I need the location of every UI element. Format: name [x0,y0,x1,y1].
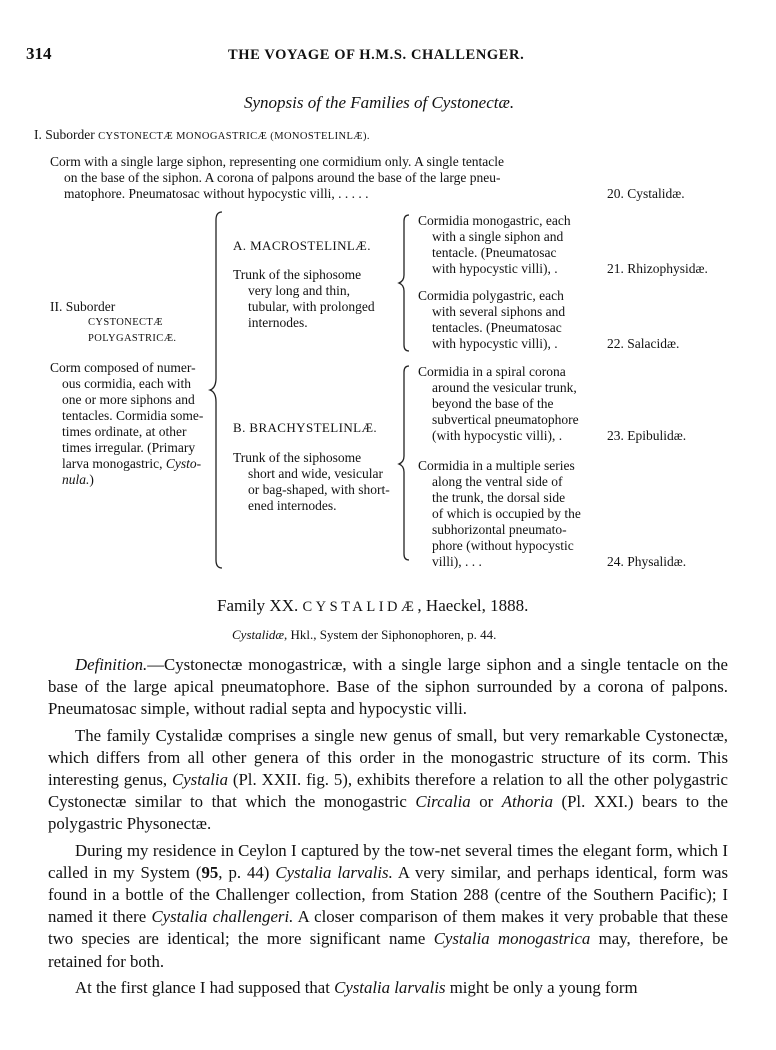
suborder-2-desc-line-7: larva monogastric, Cysto- [62,456,202,471]
family-24-line-2: along the ventral side of [432,474,563,489]
suborder-2-label-line-2: CYSTONECTÆ [88,317,163,328]
family-21-line-3: tentacle. (Pneumatosac [432,245,557,260]
family-23-line-5: (with hypocystic villi), . [432,428,563,443]
family-24-line-6: phore (without hypocystic [432,538,574,553]
family-24-line-7: villi), . . . [432,554,482,569]
tribe-a-desc-line-2: very long and thin, [248,283,350,298]
family-24: 24. Physalidæ. [607,554,687,569]
family-22-line-2: with several siphons and [432,304,566,319]
tribe-b-desc-line-3: or bag-shaped, with short- [248,482,390,497]
family-24-line-5: subhorizontal pneumato- [432,522,567,537]
family-20: 20. Cystalidæ. [607,186,685,201]
suborder-1-desc-line-2: on the base of the siphon. A corona of palpons around the base of the large pneu- [64,170,501,185]
suborder-2-desc-line-2: ous cormidia, each with [62,376,191,391]
paragraph-definition: Definition.—Cystonectæ monogastricæ, with a single large siphon and a single tentacle on the base of the large apical pneumatophore. Base of the siphon surrounded by a corona of palpons. Pneumatosac simple, without radial septa and hypocystic villi. [48,655,728,719]
tribe-a-desc-line-4: internodes. [248,315,308,330]
family-heading: Family XX. CYSTALIDÆ, Haeckel, 1888. [217,596,529,615]
tribe-b-desc-line-4: ened internodes. [248,498,337,513]
family-24-line-1: Cormidia in a multiple series [418,458,575,473]
tribe-a-name: A. MACROSTELINLÆ. [233,238,371,253]
family-24-line-4: of which is occupied by the [432,506,581,521]
tribe-b-brace [396,364,414,564]
family-22-line-3: tentacles. (Pneumatosac [432,320,562,335]
family-23: 23. Epibulidæ. [607,428,687,443]
family-21-line-4: with hypocystic villi), . [432,261,558,276]
tribe-a-brace [396,213,414,353]
family-22-line-1: Cormidia polygastric, each [418,288,564,303]
paragraph-4: At the first glance I had supposed that Cystalia larvalis might be only a young form [75,977,638,997]
family-22: 22. Salacidæ. [607,336,680,351]
suborder-2-desc-line-8: nula.) [62,472,94,487]
tribe-b-name: B. BRACHYSTELINLÆ. [233,420,378,435]
suborder-2-desc-line-3: one or more siphons and [62,392,195,407]
tribe-a-desc-line-1: Trunk of the siphosome [233,267,362,282]
suborder-2-brace [208,210,228,570]
synopsis-title: Synopsis of the Families of Cystonectæ. [244,93,515,112]
suborder-1-desc-line-1: Corm with a single large siphon, representing one cormidium only. A single tentacle [50,154,505,169]
family-21-line-2: with a single siphon and [432,229,564,244]
page-number: 314 [26,44,52,63]
suborder-2-label-line-3: POLYGASTRICÆ. [88,333,177,344]
suborder-2-desc-line-6: times irregular. (Primary [62,440,196,455]
family-21-line-1: Cormidia monogastric, each [418,213,571,228]
running-head: THE VOYAGE OF H.M.S. CHALLENGER. [228,47,525,63]
family-24-line-3: the trunk, the dorsal side [432,490,566,505]
family-23-line-3: beyond the base of the [432,396,554,411]
citation: Cystalidæ, Hkl., System der Siphonophoren, p. 44. [232,627,497,642]
family-23-line-1: Cormidia in a spiral corona [418,364,566,379]
tribe-b-desc-line-2: short and wide, vesicular [248,466,383,481]
paragraph-2: The family Cystalidæ comprises a single new genus of small, but very remarkable Cystonectæ, which differs from all other genera of this order in the monogastric structure of its corm. This interesting genus, Cystalia (Pl. XXII. fig. 5), exhibits therefore a relation to all the other polygastric Cystonectæ similar to that which the monogastric Circalia or Athoria (Pl. XXI.) bears to the polygastric Physonectæ. [48,725,728,834]
family-21: 21. Rhizophysidæ. [607,261,708,276]
tribe-b-desc-line-1: Trunk of the siphosome [233,450,362,465]
family-23-line-4: subvertical pneumatophore [432,412,579,427]
family-22-line-4: with hypocystic villi), . [432,336,558,351]
suborder-1-desc-line-3: matophore. Pneumatosac without hypocystic villi, . . . . . [64,186,369,201]
body-text [48,654,728,999]
suborder-2-desc-line-4: tentacles. Cormidia some- [62,408,204,423]
tribe-a-desc-line-3: tubular, with prolonged [248,299,375,314]
suborder-2-desc-line-1: Corm composed of numer- [50,360,196,375]
paragraph-3: During my residence in Ceylon I captured by the tow-net several times the elegant form, which I called in my System (95, p. 44) Cystalia larvalis. A very similar, and perhaps identical, form was found in a bottle of the Challenger collection, from Station 288 (centre of the Southern Pacific); I named it there Cystalia challengeri. A closer comparison of them makes it very probable that these two species are identical; the more significant name Cystalia monogastrica may, therefore, be retained for both. [48,840,728,971]
suborder-2-desc-line-5: times ordinate, at other [62,424,187,439]
family-23-line-2: around the vesicular trunk, [432,380,577,395]
suborder-1-heading: I. Suborder CYSTONECTÆ MONOGASTRICÆ (MONOSTELINLÆ). [34,127,370,142]
suborder-2-label-line-1: II. Suborder [50,299,116,314]
